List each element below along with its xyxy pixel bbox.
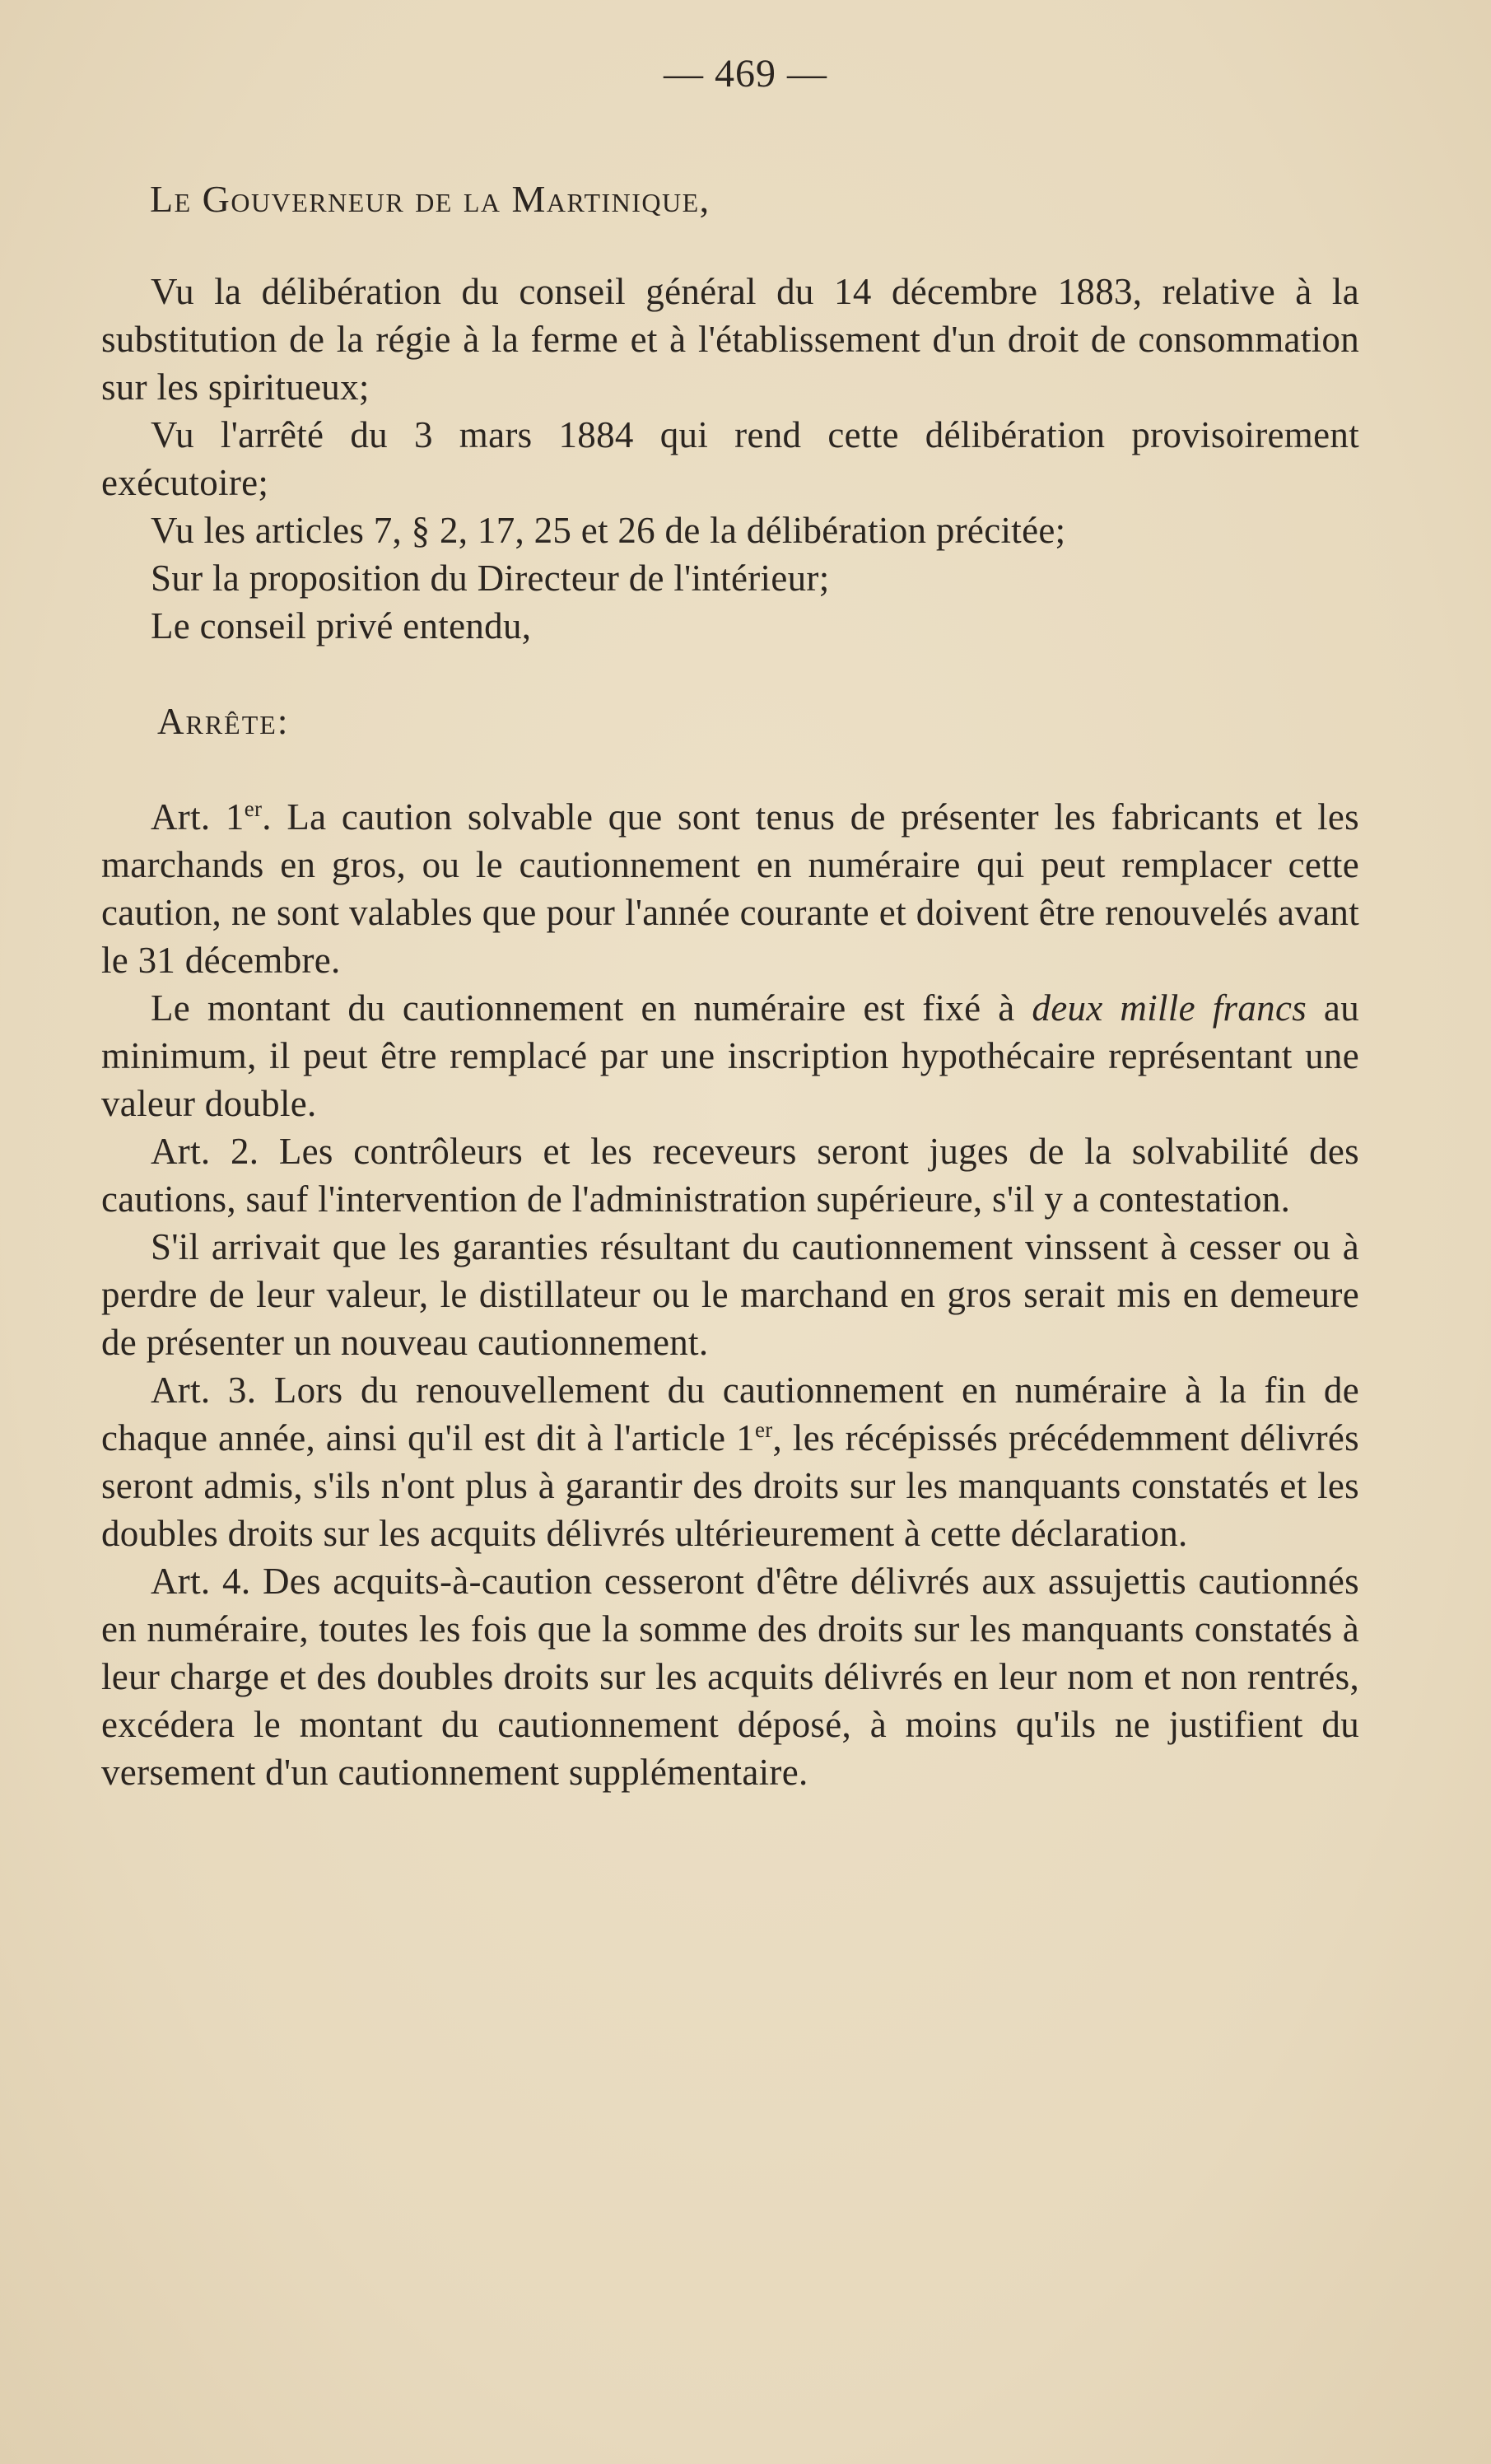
considerant-3: Vu les articles 7, § 2, 17, 25 et 26 de la délibération précitée; (151, 510, 1066, 551)
heading: Le Gouverneur de la Martinique, (150, 178, 711, 220)
considerant-4: Sur la proposition du Directeur de l'intérieur; (151, 558, 830, 599)
body-text (101, 268, 1359, 1796)
article-3-after: , les récépissés précédemment délivrés seront admis, s'ils n'ont plus à garantir des droits sur les manquants constatés et les doubles droits sur les acquits délivrés ultérieurement à cette déclaration. (101, 1417, 1359, 1554)
considerant-2: Vu l'arrêté du 3 mars 1884 qui rend cette délibération provisoirement exécutoire; (101, 414, 1359, 503)
article-3-before: Art. 3. Lors du renouvellement du cautionnement en numéraire à la fin de chaque année, ainsi qu'il est dit à l'article 1 (101, 1370, 1359, 1458)
article-1-p2-italic: deux mille francs (1032, 987, 1307, 1029)
article-1-p2-after: au minimum, il peut être remplacé par une inscription hypothécaire représentant une valeur double. (101, 987, 1360, 1124)
article-3 (101, 1366, 1359, 1557)
considerant-5: Le conseil privé entendu, (151, 605, 532, 646)
article-2: Art. 2. Les contrôleurs et les receveurs seront juges de la solvabilité des cautions, sauf l'intervention de l'administration supérieure, s'il y a contestation. (101, 1131, 1359, 1220)
article-2-paragraph-2: S'il arrivait que les garanties résultant du cautionnement vinssent à cesser ou à perdre de leur valeur, le distillateur ou le marchand en gros serait mis en demeure de présenter un nouveau cautionnement. (101, 1226, 1359, 1363)
article-1-text: . La caution solvable que sont tenus de présenter les fabricants et les marchands en gros, ou le cautionnement en numéraire qui peut remplacer cette caution, ne sont valables que pour l'année courante et doivent être renouvelés avant le 31 décembre. (101, 796, 1359, 981)
article-3-sup: er (754, 1417, 773, 1442)
article-1 (101, 793, 1359, 984)
page-number: — 469 — (664, 52, 827, 96)
considerant-1: Vu la délibération du conseil général du 14 décembre 1883, relative à la substitution de la régie à la ferme et à l'établissement d'un droit de consommation sur les spiritueux; (101, 271, 1359, 408)
article-4: Art. 4. Des acquits-à-caution cesseront d'être délivrés aux assujettis cautionnés en numéraire, toutes les fois que la somme des droits sur les manquants constatés à leur charge et des doubles droits sur les acquits délivrés en leur nom et non rentrés, excédera le montant du cautionnement déposé, à moins qu'ils ne justifient du versement d'un cautionnement supplémentaire. (101, 1561, 1359, 1793)
article-1-sup: er (244, 796, 263, 821)
article-1-paragraph-2 (101, 984, 1359, 1127)
article-1-p2-before: Le montant du cautionnement en numéraire est fixé à (151, 987, 1032, 1029)
article-1-label: Art. 1 (151, 796, 245, 838)
arrete-label: Arrête: (157, 701, 290, 742)
